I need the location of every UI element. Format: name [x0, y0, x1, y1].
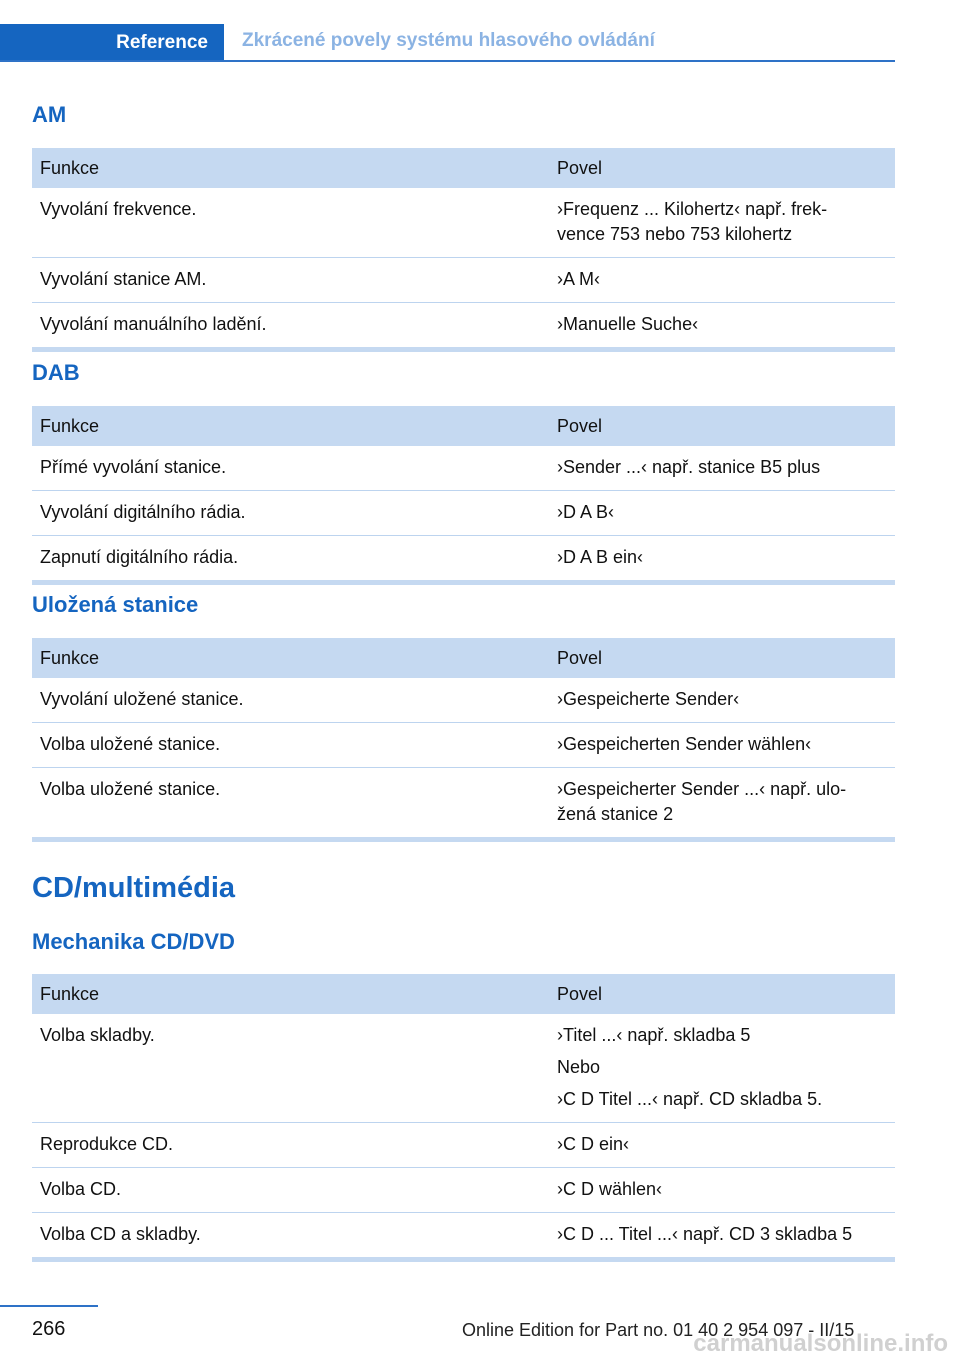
cell-func: Zapnutí digitálního rádia.	[32, 536, 549, 583]
cell-cmd: ›A M‹	[549, 258, 895, 303]
cell-cmd-line: ›Gespeicherter Sender ...‹ např. ulo-	[557, 779, 847, 799]
cell-cmd-para: ›Titel ...‹ např. skladba 5	[557, 1025, 751, 1045]
cell-func: Vyvolání digitálního rádia.	[32, 491, 549, 536]
table-saved-station	[32, 638, 895, 842]
col-header-cmd: Povel	[549, 974, 895, 1014]
cell-cmd: ›Gespeicherten Sender wählen‹	[549, 723, 895, 768]
table-header-row	[32, 406, 895, 446]
cell-cmd-line: žená stanice 2	[557, 804, 674, 824]
cell-func: Volba uložené stanice.	[32, 768, 549, 840]
col-header-cmd: Povel	[549, 638, 895, 678]
cell-cmd	[549, 768, 895, 840]
table-row	[32, 768, 895, 840]
cell-cmd: ›C D wählen‹	[549, 1168, 895, 1213]
table-dab	[32, 406, 895, 585]
cell-cmd-line: vence 753 nebo 753 kilohertz	[557, 224, 793, 244]
footer-rule	[0, 1305, 98, 1307]
table-row	[32, 188, 895, 258]
cell-cmd: ›Gespeicherte Sender‹	[549, 678, 895, 723]
table-row	[32, 491, 895, 536]
cell-cmd-para: ›C D Titel ...‹ např. CD skladba 5.	[557, 1089, 823, 1109]
table-header-row	[32, 638, 895, 678]
page-number: 266	[32, 1318, 66, 1340]
cell-func: Volba CD.	[32, 1168, 549, 1213]
table-row	[32, 303, 895, 350]
section-title-saved-station: Uložená stanice	[32, 592, 199, 617]
table-row	[32, 1213, 895, 1260]
cell-func: Volba uložené stanice.	[32, 723, 549, 768]
cell-cmd: ›Manuelle Suche‹	[549, 303, 895, 350]
cell-cmd: ›D A B‹	[549, 491, 895, 536]
cell-cmd-para: Nebo	[557, 1057, 601, 1077]
header-section-title: Zkrácené povely systému hlasového ovládání	[242, 30, 655, 51]
cell-cmd	[549, 1014, 895, 1123]
section-title-am: AM	[32, 102, 67, 127]
table-am	[32, 148, 895, 352]
table-row	[32, 1123, 895, 1168]
cell-cmd-line: ›Frequenz ... Kilohertz‹ např. frek-	[557, 199, 828, 219]
table-row	[32, 258, 895, 303]
cell-func: Vyvolání frekvence.	[32, 188, 549, 258]
header-rule	[0, 60, 895, 62]
table-row	[32, 723, 895, 768]
table-header-row	[32, 148, 895, 188]
cell-func: Volba skladby.	[32, 1014, 549, 1123]
table-header-row	[32, 974, 895, 1014]
table-cd-dvd	[32, 974, 895, 1262]
cell-func: Přímé vyvolání stanice.	[32, 446, 549, 491]
table-row	[32, 446, 895, 491]
chapter-title-cd-multimedia: CD/multimédia	[32, 872, 236, 904]
cell-cmd: ›Sender ...‹ např. stanice B5 plus	[549, 446, 895, 491]
watermark: carmanualsonline.info	[693, 1330, 948, 1357]
col-header-func: Funkce	[32, 406, 549, 446]
cell-func: Vyvolání manuálního ladění.	[32, 303, 549, 350]
cell-func: Vyvolání stanice AM.	[32, 258, 549, 303]
table-row	[32, 678, 895, 723]
cell-func: Volba CD a skladby.	[32, 1213, 549, 1260]
col-header-func: Funkce	[32, 148, 549, 188]
cell-cmd: ›C D ein‹	[549, 1123, 895, 1168]
table-row	[32, 1014, 895, 1123]
table-row	[32, 1168, 895, 1213]
footer-edition: Online Edition for Part no. 01 40 2 954 097 - II/15	[462, 1320, 855, 1340]
section-title-dab: DAB	[32, 360, 80, 385]
cell-cmd	[549, 188, 895, 258]
cell-func: Reprodukce CD.	[32, 1123, 549, 1168]
header-tab-label: Reference	[116, 32, 208, 53]
col-header-cmd: Povel	[549, 148, 895, 188]
cell-cmd: ›D A B ein‹	[549, 536, 895, 583]
header-tab-reference[interactable]	[0, 24, 224, 62]
cell-func: Vyvolání uložené stanice.	[32, 678, 549, 723]
col-header-func: Funkce	[32, 974, 549, 1014]
section-title-cd-dvd: Mechanika CD/DVD	[32, 929, 235, 954]
col-header-func: Funkce	[32, 638, 549, 678]
cell-cmd: ›C D ... Titel ...‹ např. CD 3 skladba 5	[549, 1213, 895, 1260]
table-row	[32, 536, 895, 583]
col-header-cmd: Povel	[549, 406, 895, 446]
